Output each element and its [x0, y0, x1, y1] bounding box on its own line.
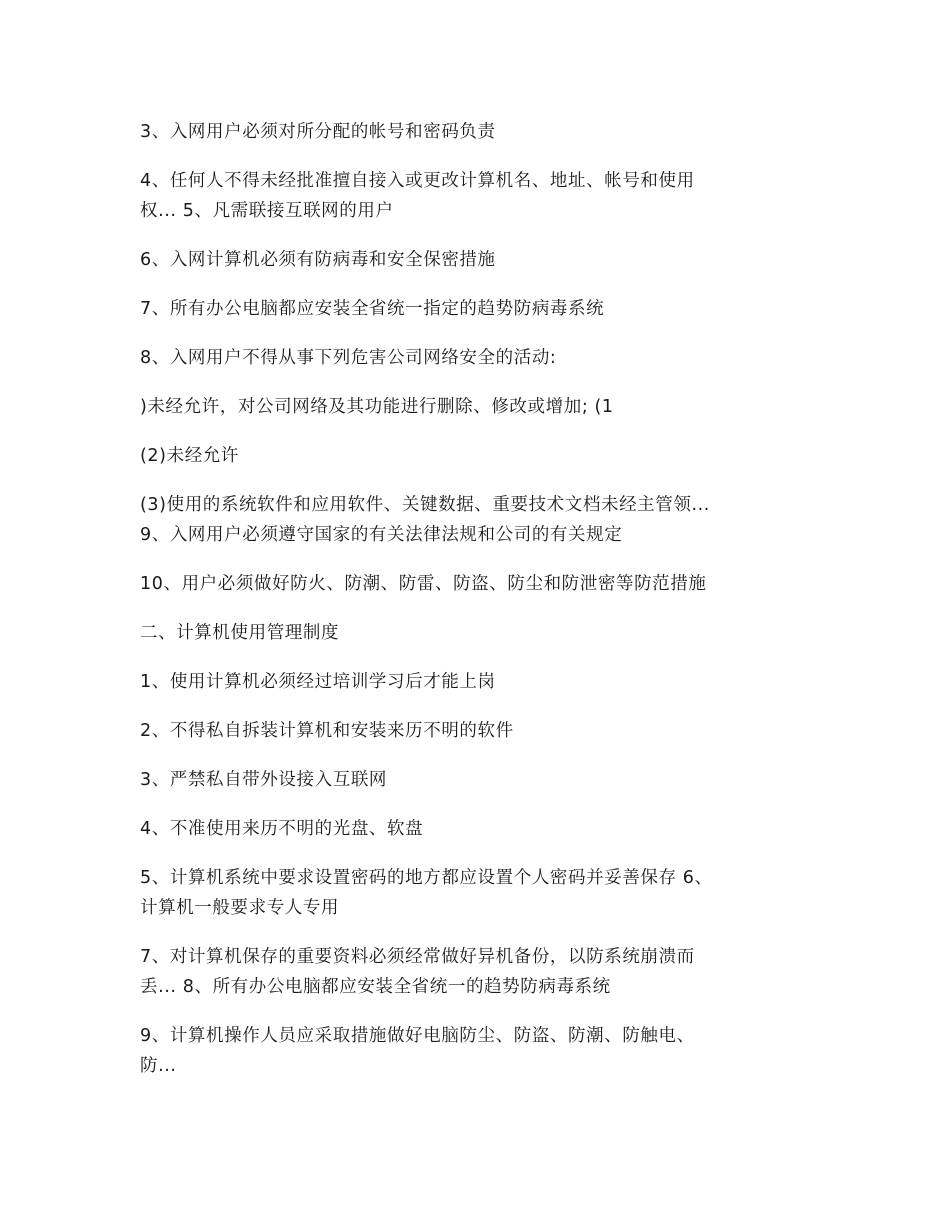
paragraph-account-responsibility	[140, 117, 805, 147]
paragraph-no-unauthorized-changes	[140, 166, 805, 226]
paragraph-training-required	[140, 667, 805, 697]
text-line: 防...	[140, 1056, 177, 1076]
document-body	[140, 117, 805, 1100]
text-line: 计算机一般要求专人专用	[140, 898, 340, 918]
text-line: 9、入网用户必须遵守国家的有关法律法规和公司的有关规定	[140, 525, 623, 545]
text-line: 9、计算机操作人员应采取措施做好电脑防尘、防盗、防潮、防触电、	[140, 1026, 695, 1046]
text-line: 5、计算机系统中要求设置密码的地方都应设置个人密码并妥善保存 6、	[140, 868, 713, 888]
text-line: 3、严禁私自带外设接入互联网	[140, 770, 388, 790]
text-line: 7、所有办公电脑都应安装全省统一指定的趋势防病毒系统	[140, 299, 605, 319]
paragraph-password-settings	[140, 863, 805, 923]
text-line: 8、入网用户不得从事下列危害公司网络安全的活动:	[140, 348, 557, 368]
text-line: 6、入网计算机必须有防病毒和安全保密措施	[140, 250, 496, 270]
paragraph-prohibited-activities	[140, 343, 805, 373]
text-line: )未经允许，对公司网络及其功能进行删除、修改或增加; (1	[140, 397, 614, 417]
paragraph-antivirus-measures	[140, 245, 805, 275]
text-line: 二、计算机使用管理制度	[140, 623, 340, 643]
text-line: 7、对计算机保存的重要资料必须经常做好异机备份，以防系统崩溃而	[140, 947, 695, 967]
text-line: 丢... 8、所有办公电脑都应安装全省统一的趋势防病毒系统	[140, 977, 611, 997]
text-line: (2)未经允许	[140, 446, 239, 466]
paragraph-install-antivirus	[140, 294, 805, 324]
text-line: 2、不得私自拆装计算机和安装来历不明的软件	[140, 721, 514, 741]
paragraph-item-1	[140, 392, 805, 422]
text-line: 1、使用计算机必须经过培训学习后才能上岗	[140, 672, 496, 692]
text-line: 权... 5、凡需联接互联网的用户	[140, 201, 394, 221]
text-line: 3、入网用户必须对所分配的帐号和密码负责	[140, 122, 496, 142]
paragraph-backup	[140, 942, 805, 1002]
paragraph-no-external-devices	[140, 765, 805, 795]
paragraph-protection-measures	[140, 569, 805, 599]
text-line: (3)使用的系统软件和应用软件、关键数据、重要技术文档未经主管领...	[140, 495, 710, 515]
paragraph-item-2	[140, 441, 805, 471]
text-line: 4、不准使用来历不明的光盘、软盘	[140, 819, 424, 839]
paragraph-no-unknown-disks	[140, 814, 805, 844]
text-line: 4、任何人不得未经批准擅自接入或更改计算机名、地址、帐号和使用	[140, 171, 695, 191]
paragraph-no-disassembly	[140, 716, 805, 746]
paragraph-operator-measures	[140, 1021, 805, 1081]
section-heading-computer-usage	[140, 618, 805, 648]
paragraph-item-3	[140, 490, 805, 550]
text-line: 10、用户必须做好防火、防潮、防雷、防盗、防尘和防泄密等防范措施	[140, 574, 707, 594]
